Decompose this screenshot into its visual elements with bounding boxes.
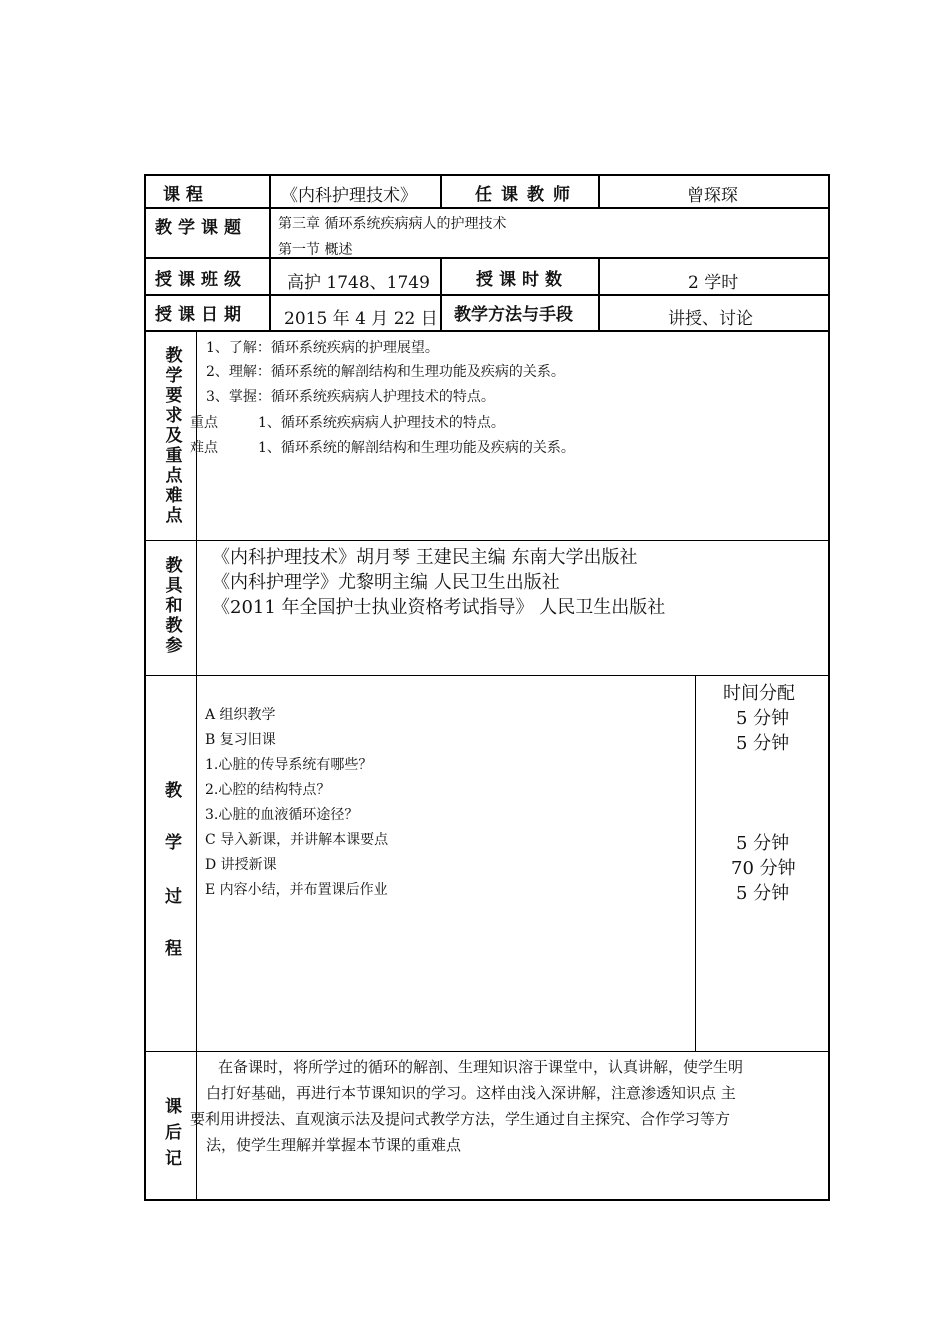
- process-step: D 讲授新课: [205, 857, 277, 873]
- class-label: 授课班级: [155, 270, 247, 290]
- time-value: 5 分钟: [736, 833, 790, 854]
- column-divider: [695, 675, 696, 1051]
- afterword-line: 要利用讲授法、直观演示法及提问式教学方法，学生通过自主探究、合作学习等方: [190, 1110, 731, 1128]
- time-value: 5 分钟: [736, 733, 790, 754]
- process-label-char: 程: [165, 939, 182, 959]
- column-divider: [598, 257, 600, 330]
- requirement-line: 2、理解：循环系统的解剖结构和生理功能及疾病的关系。: [206, 364, 565, 380]
- process-step: E 内容小结，并布置课后作业: [205, 882, 388, 898]
- process-step: 1.心脏的传导系统有哪些？: [205, 757, 373, 773]
- time-allocation-header: 时间分配: [723, 683, 795, 704]
- requirement-line: 3、掌握：循环系统疾病病人护理技术的特点。: [206, 389, 495, 405]
- method-label: 教学方法与手段: [454, 305, 573, 325]
- hours-label: 授课时数: [476, 270, 568, 290]
- row-divider: [144, 207, 830, 209]
- process-step: A 组织教学: [205, 707, 276, 723]
- key-point-text: 1、循环系统疾病病人护理技术的特点。: [258, 415, 505, 431]
- afterword-label-char: 课: [165, 1097, 182, 1117]
- hours-value: 2 学时: [688, 273, 739, 293]
- reference-item: 《2011 年全国护士执业资格考试指导》 人民卫生出版社: [212, 597, 666, 618]
- afterword-label-char: 记: [165, 1149, 182, 1169]
- process-label-char: 学: [165, 833, 182, 853]
- row-divider: [144, 257, 830, 259]
- teacher-label: 任课教师: [475, 185, 579, 205]
- column-divider: [196, 330, 197, 1201]
- date-label: 授课日期: [155, 305, 247, 325]
- column-divider: [598, 174, 600, 208]
- course-label: 课 程: [163, 185, 203, 205]
- process-step: 2.心腔的结构特点？: [205, 782, 331, 798]
- class-value: 高护 1748、1749: [287, 273, 430, 293]
- date-value: 2015 年 4 月 22 日: [284, 309, 438, 329]
- difficult-point-label: 难点: [190, 440, 218, 456]
- requirement-line: 1、了解：循环系统疾病的护理展望。: [206, 340, 439, 356]
- column-divider: [440, 174, 442, 208]
- row-divider: [144, 330, 830, 332]
- process-step: B 复习旧课: [205, 732, 276, 748]
- row-divider: [144, 540, 830, 541]
- topic-section: 第一节 概述: [278, 242, 353, 258]
- process-step: C 导入新课，并讲解本课要点: [205, 832, 389, 848]
- references-label: 教具和教参: [165, 556, 183, 656]
- row-divider: [144, 675, 830, 676]
- process-label-char: 教: [165, 781, 182, 801]
- topic-chapter: 第三章 循环系统疾病病人的护理技术: [278, 216, 507, 232]
- topic-label: 教学课题: [155, 218, 247, 238]
- requirements-label: 教学要求及重点难点: [165, 346, 183, 526]
- method-value: 讲授、讨论: [668, 309, 753, 329]
- afterword-line: 白打好基础，再进行本节课知识的学习。这样由浅入深讲解，注意渗透知识点 主: [206, 1084, 736, 1102]
- course-value: 《内科护理技术》: [281, 186, 417, 206]
- time-value: 5 分钟: [736, 708, 790, 729]
- afterword-line: 在备课时，将所学过的循环的解剖、生理知识溶于课堂中，认真讲解，使学生明: [218, 1058, 744, 1076]
- reference-item: 《内科护理学》尤黎明主编 人民卫生出版社: [212, 572, 560, 593]
- teacher-value: 曾琛琛: [687, 186, 738, 206]
- process-label-char: 过: [165, 887, 182, 907]
- reference-item: 《内科护理技术》胡月琴 王建民主编 东南大学出版社: [212, 547, 638, 568]
- afterword-line: 法，使学生理解并掌握本节课的重难点: [206, 1136, 462, 1154]
- process-step: 3.心脏的血液循环途径？: [205, 807, 359, 823]
- difficult-point-text: 1、循环系统的解剖结构和生理功能及疾病的关系。: [258, 440, 575, 456]
- key-point-label: 重点: [190, 415, 218, 431]
- column-divider: [269, 174, 271, 330]
- row-divider: [144, 1051, 830, 1052]
- afterword-label-char: 后: [165, 1123, 182, 1143]
- time-value: 70 分钟: [731, 858, 796, 879]
- column-divider: [440, 257, 442, 330]
- time-value: 5 分钟: [736, 883, 790, 904]
- row-divider: [144, 294, 830, 296]
